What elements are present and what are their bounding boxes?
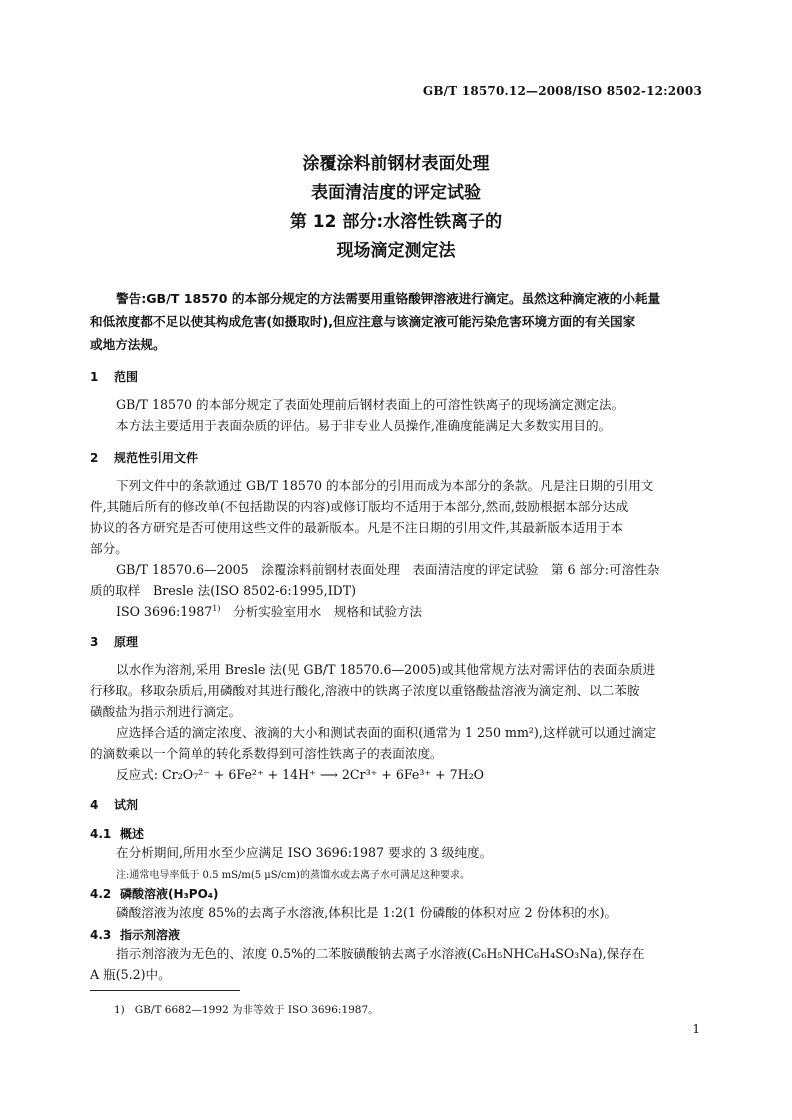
title-line-3: 第 12 部分:水溶性铁离子的 [289,212,503,232]
footnote-ref: 1) [212,603,221,613]
sec2-p1-line-1: 下列文件中的条款通过 GB/T 18570 的本部分的引用而成为本部分的条款。凡是注日期的引用文 [116,478,654,493]
section-title: 原理 [114,635,139,649]
sec4-1-note: 注:通常电导率低于 0.5 mS/m(5 μS/cm)的蒸馏水或去离子水可满足这种要求。 [116,870,470,881]
reaction-label: 反应式: [116,767,159,782]
section-title: 规范性引用文件 [114,451,199,465]
subsection-4-1-heading [90,825,144,842]
section-number: 2 [90,451,99,465]
page-number: 1 [692,1022,700,1036]
title-line-2: 表面清洁度的评定试验 [311,183,481,203]
reaction-arrow: ⟶ [319,767,338,782]
section-1-heading [90,368,138,385]
section-title: 范围 [114,370,139,384]
section-title: 试剂 [114,798,139,812]
sec2-p1-line-4: 部分。 [90,541,128,556]
section-3-heading [90,633,138,650]
sec3-p1-line-2: 行移取。移取杂质后,用磷酸对其进行酸化,溶液中的铁离子浓度以重铬酸盐溶液为滴定剂、以二苯胺 [90,683,640,698]
title-line-4: 现场滴定测定法 [336,241,456,261]
subsection-4-2-heading [90,885,219,902]
subsection-title: 磷酸溶液(H₃PO₄) [120,887,219,901]
subsection-title: 概述 [120,827,145,841]
sec3-p1-line-1: 以水作为溶剂,采用 Bresle 法(见 GB/T 18570.6—2005)或其他常规方法对需评估的表面杂质进 [116,662,656,677]
subsection-number: 4.2 [90,887,112,901]
footnote-divider [90,990,240,991]
sec4-3-line-2: A 瓶(5.2)中。 [90,967,171,982]
sec3-p1-line-3: 磺酸盐为指示剂进行滴定。 [90,704,242,719]
reaction-equation [90,764,702,785]
section-number: 3 [90,635,99,649]
sec4-2-paragraph: 磷酸溶液为浓度 85%的去离子水溶液,体积比是 1:2(1 份磷酸的体积对应 2 份体积的水)。 [116,905,618,920]
subsection-4-3-heading [90,926,180,943]
reaction-lhs: Cr₂O₇²⁻ + 6Fe²⁺ + 14H⁺ [162,767,316,782]
reaction-rhs: 2Cr³⁺ + 6Fe³⁺ + 7H₂O [341,767,484,782]
title-line-1: 涂覆涂料前钢材表面处理 [302,154,490,174]
section-number: 1 [90,370,99,384]
ref2-code: ISO 3696:1987 [116,604,213,619]
section-2-heading [90,449,198,466]
footnote-mark: 1) [114,1004,125,1016]
standard-number: GB/T 18570.12—2008/ISO 8502-12:2003 [422,84,702,98]
warning-line-1: 警告:GB/T 18570 的本部分规定的方法需要用重铬酸钾溶液进行滴定。虽然这种滴定液的小耗量 [116,291,661,306]
section-4-heading [90,796,138,813]
sec4-1-paragraph: 在分析期间,所用水至少应满足 ISO 3696:1987 要求的 3 级纯度。 [116,845,493,860]
ref2-text: 分析实验室用水 规格和试验方法 [220,604,422,619]
subsection-title: 指示剂溶液 [120,928,181,942]
footnote-text: GB/T 6682—1992 为非等效于 ISO 3696:1987。 [134,1004,379,1016]
document-title [0,150,792,266]
sec3-p2-line-2: 的滴数乘以一个简单的转化系数得到可溶性铁离子的表面浓度。 [90,746,443,761]
warning-line-2: 和低浓度都不足以使其构成危害(如摄取时),但应注意与该滴定液可能污染危害环境方面的有关国家 [90,314,636,329]
sec2-p1-line-2: 件,其随后所有的修改单(不包括勘误的内容)或修订版均不适用于本部分,然而,鼓励根据本部分达成 [90,499,629,514]
subsection-number: 4.1 [90,827,112,841]
sec2-ref1-line-2: 质的取样 Bresle 法(ISO 8502-6:1995,IDT) [90,583,357,598]
sec2-ref1-line-1: GB/T 18570.6—2005 涂覆涂料前钢材表面处理 表面清洁度的评定试验 第 6 部分:可溶性杂 [116,562,660,577]
sec1-paragraph-2: 本方法主要适用于表面杂质的评估。易于非专业人员操作,准确度能满足大多数实用目的。 [116,418,612,433]
sec3-p2-line-1: 应选择合适的滴定浓度、液滴的大小和测试表面的面积(通常为 1 250 mm²),这样就可以通过滴定 [116,725,657,740]
sec4-3-line-1: 指示剂溶液为无色的、浓度 0.5%的二苯胺磺酸钠去离子水溶液(C₆H₅NHC₆H₄SO₃Na),保存在 [116,946,645,961]
warning-line-3: 或地方法规。 [90,337,166,352]
section-number: 4 [90,798,99,812]
footnote [114,1002,379,1017]
sec2-ref2 [90,601,702,622]
sec2-p1-line-3: 协议的各方研究是否可使用这些文件的最新版本。凡是不注日期的引用文件,其最新版本适用于本 [90,520,623,535]
subsection-number: 4.3 [90,928,112,942]
sec1-paragraph-1: GB/T 18570 的本部分规定了表面处理前后钢材表面上的可溶性铁离子的现场滴定测定法。 [116,397,625,412]
